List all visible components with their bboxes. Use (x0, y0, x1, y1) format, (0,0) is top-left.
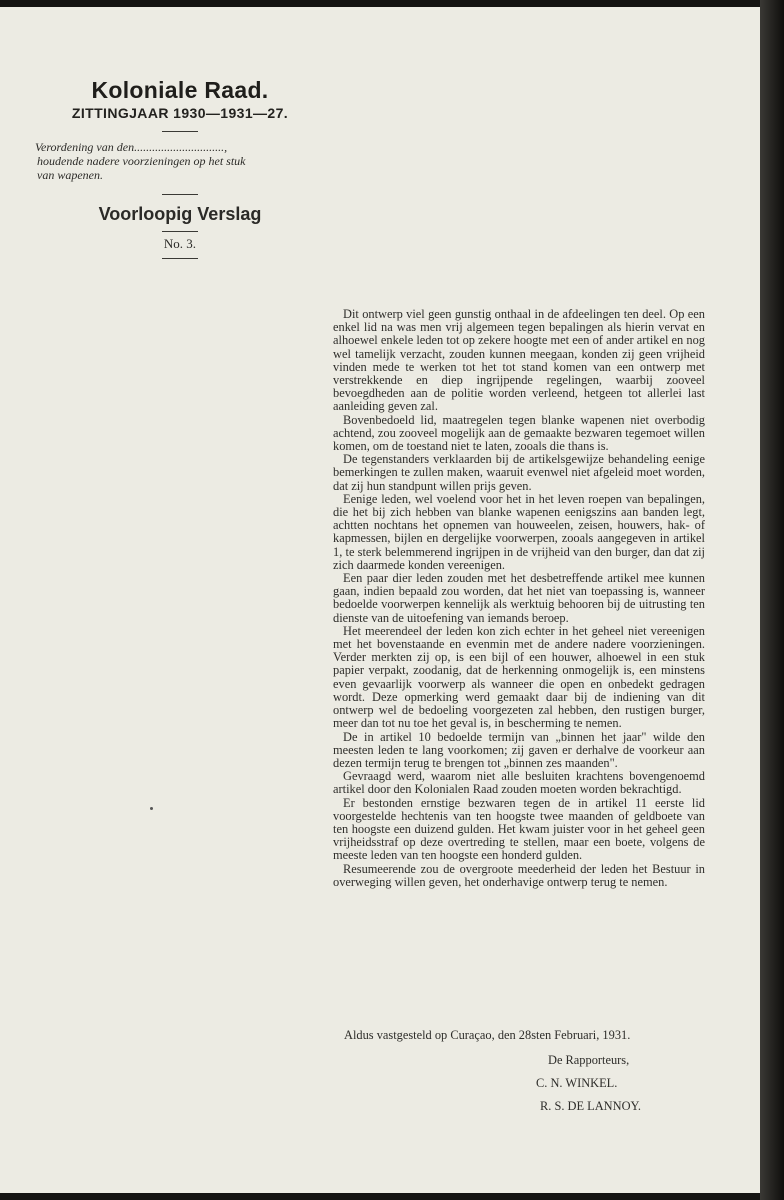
rapporteurs-label: De Rapporteurs, (548, 1053, 630, 1067)
session-year: ZITTINGJAAR 1930—1931—27. (71, 105, 289, 121)
document-page (0, 7, 760, 1193)
paragraph: Het meerendeel der leden kon zich echter in het geheel niet vereenigen met het bovenstaande en evenmin met de andere nadere voorzieningen. Verder merkten zij op, is een bijl of een houwer, alhoewel in een stuk papier verpakt, zoodanig, dat de herkenning onmogelijk is, een minstens even gevaarlijk voorwerp als wanneer die open en onbedekt gedragen wordt. Deze opmerking werd gemaakt daar bij de indiening van dit ontwerp wel de bedoeling voorgezeten zal hebben, den rustigen burger, meer dan tot nu toe het geval is, in bescherming te nemen. (333, 623, 705, 731)
page-edge-shadow (760, 0, 784, 1200)
paragraph: Eenige leden, wel voelend voor het in het leven roepen van bepalingen, die het bij zich hebben van blanke wapenen eenigszins aan banden legt, achtten nochtans het opnemen van houweelen, zeisen, houwers, hak- of kapmessen, bijlen en dergelijke voorwerpen, zooals aangegeven in artikel 1, te sterk belemmerend ingrijpen in de vrijheid van den burger, dan dat zij zich daarmede konden vereenigen. (333, 491, 705, 572)
document-number: No. 3. (163, 236, 197, 251)
paragraph: Een paar dier leden zouden met het desbetreffende artikel mee kunnen gaan, indien bepaald zou worden, dat het niet van toepassing is, wanneer bedoelde voorwerpen kennelijk als werktuig behooren bij de uitrusting ten dienste van de uitoefening van iemands beroep. (333, 571, 705, 625)
divider (162, 258, 198, 259)
paragraph: Er bestonden ernstige bezwaren tegen de in artikel 11 eerste lid voorgestelde hechtenis van ten hoogste twee maanden of geldboete van ten hoogste een duizend gulden. Het kwam juister voor in het geheel geen vrijheidsstraf op deze overtreding te stellen, maar een boete, volgens de meeste leden van ten hoogste een honderd gulden. (333, 795, 705, 863)
divider (162, 231, 198, 232)
report-body (333, 308, 705, 889)
paragraph: Bovenbedoeld lid, maatregelen tegen blanke wapenen niet overbodig achtend, zou zooveel mogelijk aan de gemaakte bezwaren tegemoet willen komen, om de toestand niet te laten, zooals die thans is. (333, 412, 705, 454)
paragraph: De tegenstanders verklaarden bij de artikelsgewijze behandeling eenige bemerkingen te zullen maken, waaruit evenwel niet afgeleid moet worden, dat zij hun standpunt willen prijs geven. (333, 452, 705, 493)
signatory-name: C. N. WINKEL. (536, 1076, 618, 1090)
paragraph: De in artikel 10 bedoelde termijn van „binnen het jaar" wilde den meesten leden te lang voorkomen; zij gaven er derhalve de voorkeur aan dezen termijn terug te brengen tot „binnen zes maanden". (333, 729, 705, 770)
signatory-name: R. S. DE LANNOY. (540, 1099, 641, 1113)
council-title: Koloniale Raad. (91, 77, 269, 103)
paragraph: Gevraagd werd, waarom niet alle besluiten krachtens bovengenoemd artikel door den Kolonialen Raad zouden moeten worden bekrachtigd. (333, 769, 705, 797)
subject-line: van wapenen. (37, 168, 103, 182)
ordinance-subject (35, 140, 305, 182)
document-header (30, 77, 330, 267)
divider (162, 131, 198, 132)
paragraph: Dit ontwerp viel geen gunstig onthaal in de afdeelingen ten deel. Op een enkel lid na was men vrij algemeen tegen bepalingen als hierin vervat en alhoewel enkele leden tot op zekere hoogte met een of ander artikel en nog wel tamelijk verzacht, zouden kunnen meegaan, konden zij geen vrijheid vinden mede te werken tot het tot stand komen van een ontwerp met verstrekkende en diep ingrijpende regelingen, waarbij zooveel bevoegdheden aan de politie worden verleend, hetgeen tot allerlei last aanleiding geven zal. (333, 307, 705, 414)
paragraph: Resumeerende zou de overgroote meederheid der leden het Bestuur in overweging willen geven, het onderhavige ontwerp terug te nemen. (333, 861, 705, 889)
closing-statement: Aldus vastgesteld op Curaçao, den 28sten Februari, 1931. (344, 1028, 631, 1042)
subject-line: houdende nadere voorzieningen op het stuk (37, 154, 246, 168)
ink-speck (150, 807, 153, 810)
subject-line: Verordening van den.............................., (35, 140, 228, 154)
divider (162, 194, 198, 195)
report-title: Voorloopig Verslag (98, 204, 262, 224)
